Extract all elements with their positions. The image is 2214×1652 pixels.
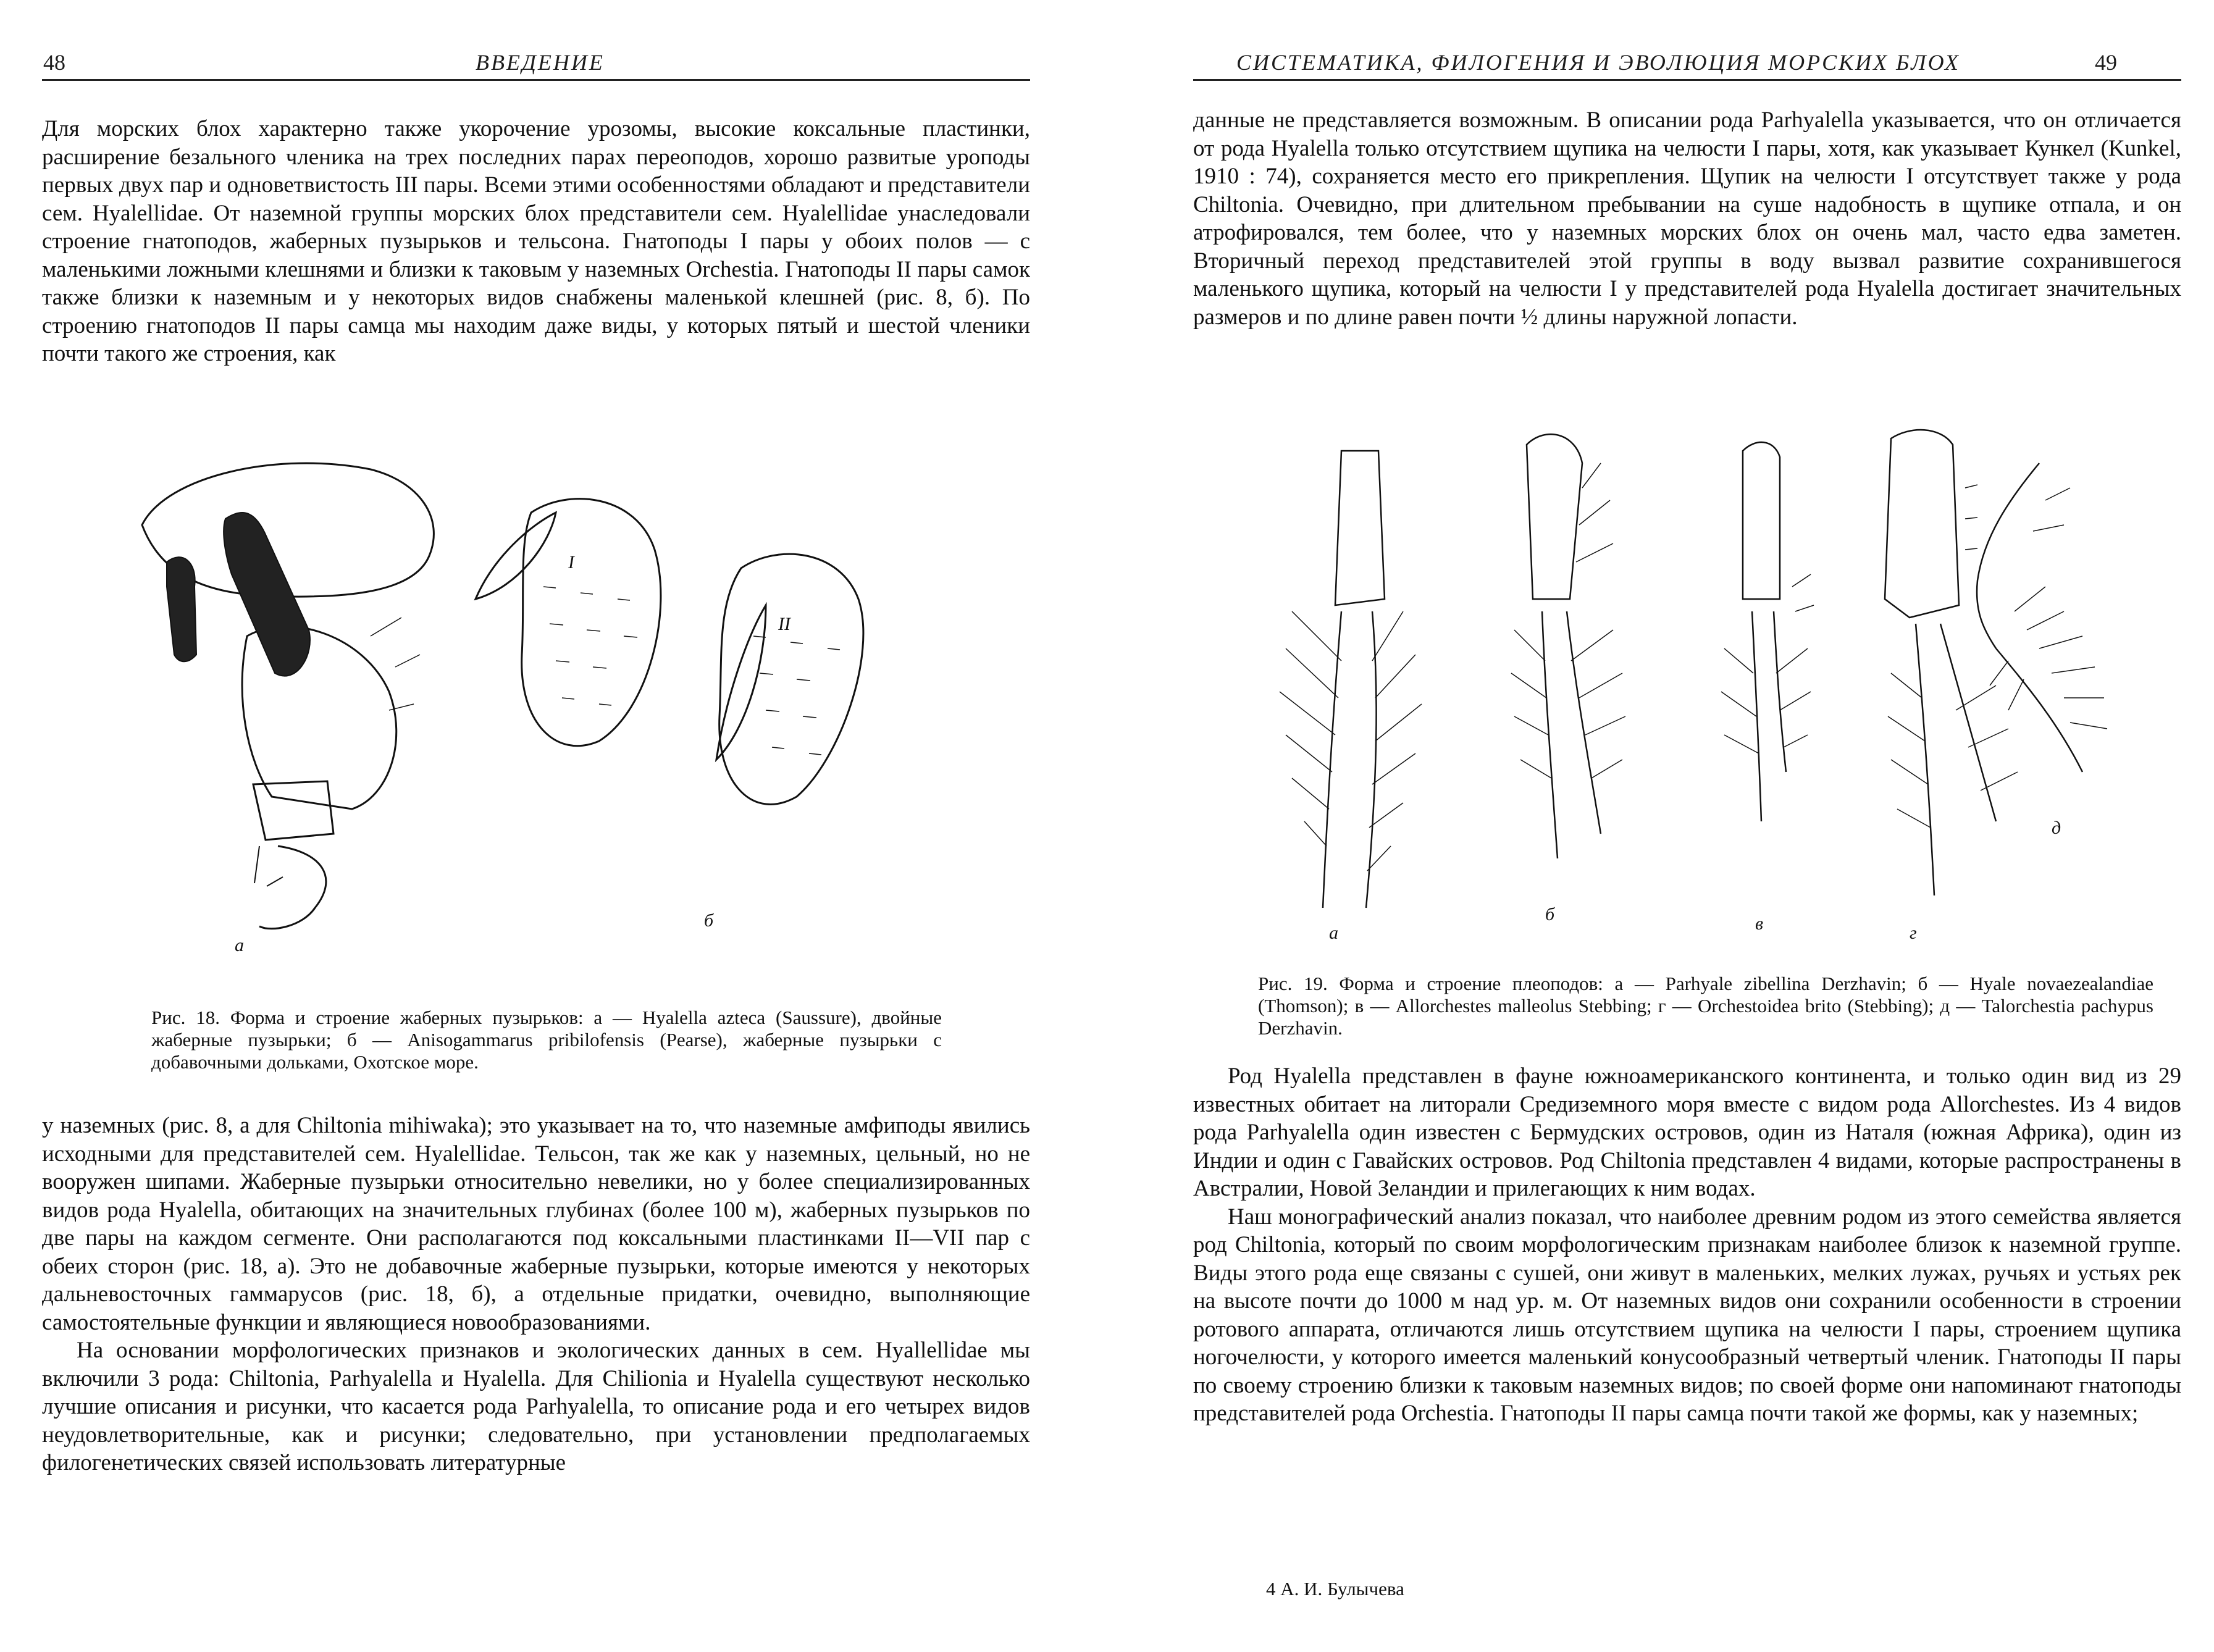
fig19v-peduncle [1743,442,1780,599]
page-number: 49 [2095,50,2117,75]
fig18a-gill-2 [224,513,310,676]
fig19v-ramus [1752,611,1761,821]
figure-19 [1267,426,2132,945]
fig19a-peduncle [1335,451,1385,605]
caption-text: Рис. 19. Форма и строение плеоподов: а — Parhyale zibellina Derzhavin; б — Hyale novaezealandiae (Thomson); в — Allorchestes malleolus Stebbing; г — Orchestoidea brito (Stebbing); д — Talorchestia pachypus Derzhavin. [1258,973,2153,1039]
figure-18 [124,451,988,963]
fig18b-lobe-2 [719,554,863,804]
fig19b-ramus-2 [1567,611,1601,834]
fig19g-ramus-2 [1940,624,1996,821]
fig19d-appendage [1977,463,2039,648]
fig19b-ramus [1542,611,1558,858]
fig19v-ramus-2 [1774,611,1786,772]
running-head-title: СИСТЕМАТИКА, ФИЛОГЕНИЯ И ЭВОЛЮЦИЯ МОРСКИХ БЛОХ [1236,50,1960,75]
right-text-top [1193,106,2181,331]
figure-19-caption [1258,973,2153,1039]
fig19a-ramus-1 [1323,611,1341,908]
fig19-label-d: д [2052,818,2061,838]
fig19-label-v: в [1755,913,1764,934]
paragraph: данные не представляется возможным. В описании рода Parhyalella указывается, что он отличается от рода Hyalella только отсутствием щупика на челюсти I пары, хотя, как указывает Кункел (Kunkel, 1910 : 74), сохраняется место его прикрепления. Щупик на челюсти I отсутствует также у рода Chiltonia. Очевидно, при длительном пребывании на суше надобность в щупике отпала, и он атрофировался, тем более, что у наземных морских блох он очень мал, часто едва заметен. Вторичный переход представителей этой группы в воду вызвал развитие сохранившегося маленького щупика, который на челюсти I у представителей рода Hyalella достигает значительных размеров и по длине равен почти ½ длины наружной лопасти. [1193,107,2181,330]
right-page [1107,0,2214,1652]
paragraph: Наш монографический анализ показал, что наиболее древним родом из этого семейства является род Chiltonia, который по своим морфологическим признакам наиболее близок к наземной группе. Виды этого рода еще связаны с сушей, они живут в маленьких, мелких лужах, ручьях и устьях рек на высоте почти до 1000 м над ур. м. От наземных видов они сохранили особенности в строении ротового аппарата, отличаются лишь отсутствием щупика на челюсти I пары, строением щупика ногочелюсти, у которого имеется маленький конусообразный четвертый членик. Гнатоподы II пары по своему строению близки к таковым наземных видов; по своей форме они напоминают гнатоподы представителей рода Orchestia. Гнатоподы II пары самца почти такой же формы, как у наземных; [1193,1204,2181,1426]
paragraph: Для морских блох характерно также укорочение урозомы, высокие коксальные пластинки, расширение безального членика на трех последних парах переоподов, хорошо развитые уроподы первых двух пар и одноветвистость III пары. Всеми этими особенностями обладают и представители сем. Hyalellidae. От наземной группы морских блох представители сем. Hyalellidae унаследовали строение гнатоподов, жаберных пузырьков и тельсона. Гнатоподы I пары у обоих полов — с маленькими ложными клешнями и близки к таковым у наземных Orchestia. Гнатоподы II пары самок также близки к наземным и у некоторых видов снабжены маленькой клешней (рис. 8, б). По строению гнатоподов II пары самца мы находим даже виды, у которых пятый и шестой членики почти такого же строения, как [42,116,1030,366]
fig18a-appendage [259,846,326,929]
fig18b-lobe-1 [522,499,661,746]
paragraph: у наземных (рис. 8, а для Chiltonia mihiwaka); это указывает на то, что наземные амфиподы явились исходными для представителей сем. Hyalellidae. Тельсон, так же как у наземных, цельный, но не вооружен шипами. Жаберные пузырьки относительно невелики, но у более специализированных видов рода Hyalella, обитающих на значительных глубинах (более 100 м), жаберных пузырьков по две пары на каждом сегменте. Они располагаются под коксальными пластинками II—VII пар с обеих сторон (рис. 18, а). Это не добавочные жаберные пузырьки, которые имеются у некоторых дальневосточных гаммарусов (рис. 18, б), а отдельные придатки, очевидно, выполняющие самостоятельные функции и являющиеся новообразованиями. [42,1113,1030,1335]
fig18-label-a: а [235,935,244,955]
fig19-label-a: а [1329,923,1338,943]
fig19d-ramus [1996,648,2082,772]
running-head-title: ВВЕДЕНИЕ [476,50,605,75]
fig19g-peduncle [1885,430,1959,618]
fig19-label-g: г [1910,923,1917,943]
left-text-bottom [42,1112,1030,1477]
paragraph: Род Hyalella представлен в фауне южноамериканского континента, и только один вид из 29 известных обитает на литорали Средиземного моря вместе с видом рода Allorchestes. Из 4 видов рода Parhyalella один известен с Бермудских островов, один из Наталя (южная Африка), один из Индии и один с Гавайских островов. Род Chiltonia представлен 4 видами, которые распространены в Австралии, Новой Зеландии и прилегающих к ним водах. [1193,1063,2181,1201]
fig18-roman-1: I [568,552,574,572]
fig18b-accessory-1 [476,513,556,599]
page-number: 48 [43,50,65,75]
figure-18-caption [151,1007,942,1073]
fig19-label-b: б [1545,904,1555,925]
fig18-label-b: б [704,910,714,931]
header-rule [42,79,1030,81]
fig18-roman-2: II [778,614,790,634]
signature-footer: 4 А. И. Булычева [1266,1578,1404,1600]
right-text-bottom [1193,1062,2181,1428]
left-text-top [42,115,1030,368]
fig18a-gill-1 [167,557,196,661]
fig19b-peduncle [1527,434,1582,599]
paragraph: На основании морфологических признаков и экологических данных в сем. Hyallellidae мы включили 3 рода: Chiltonia, Parhyalella и Hyalella. Для Chilionia и Hyalella существуют несколько лучшие описания и рисунки, что касается рода Parhyalella, то описание рода и его четырех видов неудовлетворительные, как и рисунки; следовательно, при установлении предполагаемых филогенетических связей использовать литературные [42,1338,1030,1475]
fig18a-segment [253,781,333,840]
caption-text: Рис. 18. Форма и строение жаберных пузырьков: а — Hyalella azteca (Saussure), двойные жаберные пузырьки; б — Anisogammarus pribilofensis (Pearse), жаберные пузырьки с добавочными дольками, Охотское море. [151,1007,942,1073]
header-rule [1193,79,2181,81]
fig19g-ramus [1916,624,1934,895]
fig18b-accessory-2 [716,605,766,760]
